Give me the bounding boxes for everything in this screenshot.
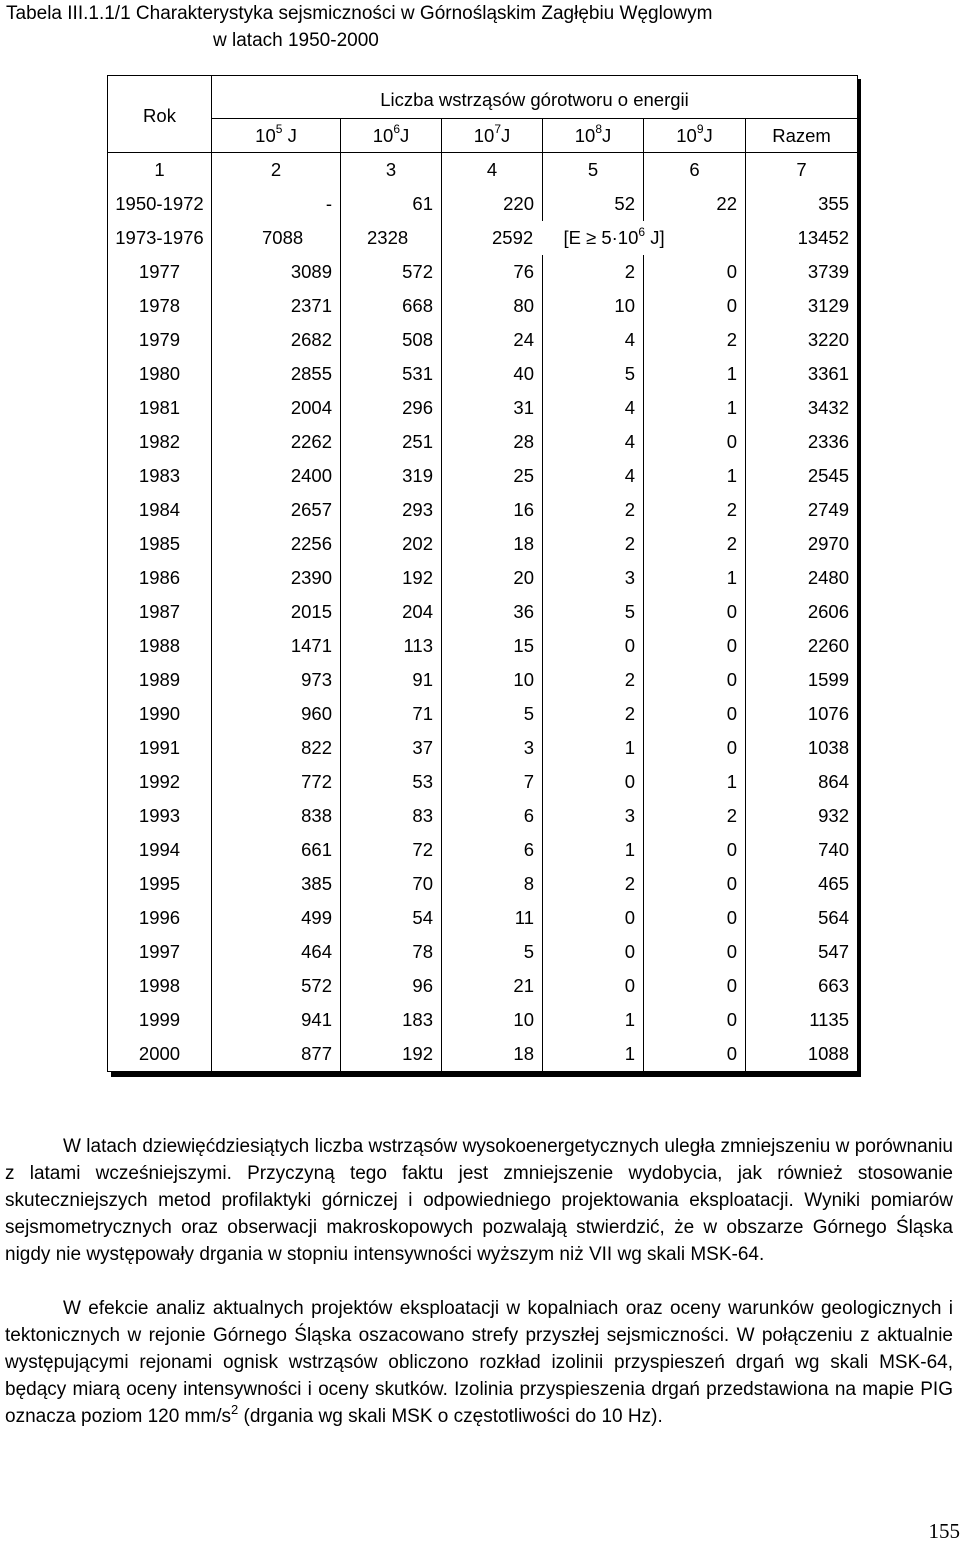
value-cell: 76 <box>442 255 543 289</box>
table-row <box>108 697 858 731</box>
value-cell: 4 <box>543 391 644 425</box>
energy-col-header <box>341 119 442 153</box>
energy-exp: 6 <box>393 122 400 136</box>
year-cell: 1984 <box>108 493 212 527</box>
value-cell: 4 <box>543 323 644 357</box>
value-cell: 0 <box>644 1037 746 1072</box>
value-cell: 355 <box>746 187 858 221</box>
value-cell: 2 <box>543 867 644 901</box>
table-row <box>108 1037 858 1072</box>
paragraph-2 <box>5 1295 953 1430</box>
table-row <box>108 391 858 425</box>
table-row <box>108 459 858 493</box>
value-cell: 25 <box>442 459 543 493</box>
value-cell: 296 <box>341 391 442 425</box>
value-cell: 0 <box>644 425 746 459</box>
value-cell: 2 <box>644 323 746 357</box>
value-cell: 5 <box>543 595 644 629</box>
energy-base: 10 <box>676 125 697 146</box>
value-cell: 572 <box>212 969 341 1003</box>
value-cell: 22 <box>644 187 746 221</box>
value-cell: 0 <box>644 289 746 323</box>
value-cell: 1 <box>644 561 746 595</box>
note-ge: ≥ <box>586 227 596 248</box>
value-cell: 838 <box>212 799 341 833</box>
table-row <box>108 731 858 765</box>
value-cell: 0 <box>543 935 644 969</box>
value-cell: 71 <box>341 697 442 731</box>
value-cell: 16 <box>442 493 543 527</box>
value-cell: 10 <box>442 1003 543 1037</box>
value-cell: 113 <box>341 629 442 663</box>
year-cell: 1991 <box>108 731 212 765</box>
value-cell: 2 <box>543 527 644 561</box>
value-cell: 1076 <box>746 697 858 731</box>
group-header: Liczba wstrząsów górotworu o energii <box>212 76 858 119</box>
value-cell: 1 <box>644 459 746 493</box>
value-cell: 877 <box>212 1037 341 1072</box>
table-row <box>108 901 858 935</box>
value-cell: 3 <box>543 561 644 595</box>
year-cell: 1981 <box>108 391 212 425</box>
caption-line-1: Tabela III.1.1/1 Charakterystyka sejsmiczności w Górnośląskim Zagłębiu Węglowym <box>6 0 712 27</box>
value-cell: 2606 <box>746 595 858 629</box>
value-cell: 6 <box>442 799 543 833</box>
value-cell: 1 <box>543 833 644 867</box>
value-cell: 4 <box>543 425 644 459</box>
value-cell: 53 <box>341 765 442 799</box>
table-row <box>108 527 858 561</box>
year-cell: 1950-1972 <box>108 187 212 221</box>
value-cell: 1471 <box>212 629 341 663</box>
table-row <box>108 765 858 799</box>
energy-exp: 5 <box>276 122 283 136</box>
value-cell: 72 <box>341 833 442 867</box>
value-cell: 37 <box>341 731 442 765</box>
year-cell: 1983 <box>108 459 212 493</box>
caption-line-2: w latach 1950-2000 <box>6 27 712 54</box>
value-cell: 2262 <box>212 425 341 459</box>
value-cell: 220 <box>442 187 543 221</box>
table-row <box>108 595 858 629</box>
note-exp: 6 <box>638 225 645 239</box>
value-cell: 1 <box>543 1037 644 1072</box>
table-row <box>108 833 858 867</box>
value-cell: 2682 <box>212 323 341 357</box>
value-cell: 52 <box>543 187 644 221</box>
value-cell: 2 <box>543 493 644 527</box>
table-row <box>108 323 858 357</box>
value-cell: 24 <box>442 323 543 357</box>
value-cell: 28 <box>442 425 543 459</box>
paragraph-2-tail: (drgania wg skali MSK o częstotliwości do 10 Hz). <box>238 1406 663 1427</box>
year-cell: 1990 <box>108 697 212 731</box>
year-cell: 1980 <box>108 357 212 391</box>
year-cell: 1994 <box>108 833 212 867</box>
value-cell: 499 <box>212 901 341 935</box>
cell-e7-note <box>442 221 746 255</box>
value-cell: 0 <box>644 629 746 663</box>
value-cell: 0 <box>644 901 746 935</box>
column-number: 7 <box>746 153 858 188</box>
value-cell: 31 <box>442 391 543 425</box>
value-cell: 1 <box>543 731 644 765</box>
paragraph-2-text <box>5 1295 953 1430</box>
value-cell: 0 <box>644 1003 746 1037</box>
year-cell: 1977 <box>108 255 212 289</box>
value-cell: 2371 <box>212 289 341 323</box>
value-cell: 2390 <box>212 561 341 595</box>
table-row <box>108 969 858 1003</box>
page-number: 155 <box>929 1519 960 1544</box>
value-cell: 3220 <box>746 323 858 357</box>
year-cell: 1985 <box>108 527 212 561</box>
value-cell: 3129 <box>746 289 858 323</box>
value-cell: 564 <box>746 901 858 935</box>
value-cell: 960 <box>212 697 341 731</box>
note-mid: 5·10 <box>601 227 638 248</box>
energy-col-header <box>442 119 543 153</box>
table-row <box>108 255 858 289</box>
cell-e7: 2592 <box>492 227 533 248</box>
column-number: 3 <box>341 153 442 188</box>
value-cell: 20 <box>442 561 543 595</box>
value-cell: 83 <box>341 799 442 833</box>
value-cell: 18 <box>442 527 543 561</box>
value-cell: 2657 <box>212 493 341 527</box>
value-cell: 61 <box>341 187 442 221</box>
column-number: 1 <box>108 153 212 188</box>
value-cell: 3089 <box>212 255 341 289</box>
energy-base: 10 <box>575 125 596 146</box>
value-cell: 192 <box>341 561 442 595</box>
year-cell: 1973-1976 <box>108 221 212 255</box>
cell-e5: 7088 <box>212 221 341 255</box>
value-cell: 2970 <box>746 527 858 561</box>
year-cell: 1998 <box>108 969 212 1003</box>
value-cell: 202 <box>341 527 442 561</box>
value-cell: 0 <box>543 629 644 663</box>
year-cell: 1996 <box>108 901 212 935</box>
energy-unit: J <box>602 125 611 146</box>
value-cell: 0 <box>543 765 644 799</box>
table-row-1973-1976 <box>108 221 858 255</box>
value-cell: 1 <box>644 765 746 799</box>
energy-exp: 7 <box>494 122 501 136</box>
year-cell: 1993 <box>108 799 212 833</box>
value-cell: 2004 <box>212 391 341 425</box>
table-row <box>108 289 858 323</box>
table-row <box>108 867 858 901</box>
value-cell: 385 <box>212 867 341 901</box>
value-cell: 2260 <box>746 629 858 663</box>
value-cell: 661 <box>212 833 341 867</box>
energy-base: 10 <box>373 125 394 146</box>
value-cell: 80 <box>442 289 543 323</box>
value-cell: 1088 <box>746 1037 858 1072</box>
year-cell: 1988 <box>108 629 212 663</box>
energy-col-header <box>644 119 746 153</box>
value-cell: 0 <box>644 833 746 867</box>
value-cell: 204 <box>341 595 442 629</box>
value-cell: 7 <box>442 765 543 799</box>
value-cell: 464 <box>212 935 341 969</box>
value-cell: 5 <box>442 935 543 969</box>
energy-unit: J <box>501 125 510 146</box>
table-caption <box>6 0 712 54</box>
value-cell: 3739 <box>746 255 858 289</box>
year-cell: 1999 <box>108 1003 212 1037</box>
value-cell: 183 <box>341 1003 442 1037</box>
note-prefix: [E <box>563 227 580 248</box>
value-cell: 1038 <box>746 731 858 765</box>
value-cell: 1 <box>644 391 746 425</box>
year-cell: 1995 <box>108 867 212 901</box>
value-cell: 3432 <box>746 391 858 425</box>
value-cell: 3361 <box>746 357 858 391</box>
value-cell: 2545 <box>746 459 858 493</box>
energy-col-header <box>543 119 644 153</box>
value-cell: 2336 <box>746 425 858 459</box>
energy-exp: 9 <box>697 122 704 136</box>
paragraph-1 <box>5 1133 953 1268</box>
value-cell: 6 <box>442 833 543 867</box>
rok-header: Rok <box>108 76 212 153</box>
cell-total: 13452 <box>746 221 858 255</box>
value-cell: 40 <box>442 357 543 391</box>
value-cell: 572 <box>341 255 442 289</box>
value-cell: 2855 <box>212 357 341 391</box>
value-cell: 2 <box>644 799 746 833</box>
value-cell: 0 <box>644 867 746 901</box>
value-cell: 2 <box>644 527 746 561</box>
value-cell: 18 <box>442 1037 543 1072</box>
value-cell: 465 <box>746 867 858 901</box>
energy-note <box>563 227 664 248</box>
paragraph-1-text: W latach dziewięćdziesiątych liczba wstrząsów wysokoenergetycznych uległa zmniejszeniu w porównaniu z latami wcześniejszymi. Przyczyną tego faktu jest zmniejszenie wydobycia, jak również stosowanie skuteczniejszych metod profilaktyki górniczej i odpowiedniego projektowania eksploatacji. Wyniki pomiarów sejsmometrycznych oraz obserwacji makroskopowych pozwalają stwierdzić, że w obszarze Górnego Śląska nigdy nie występowały drgania w stopniu intensywności wyższym niż VII wg skali MSK-64. <box>5 1133 953 1268</box>
value-cell: 508 <box>341 323 442 357</box>
value-cell: 96 <box>341 969 442 1003</box>
value-cell: 1599 <box>746 663 858 697</box>
value-cell: 54 <box>341 901 442 935</box>
value-cell: 36 <box>442 595 543 629</box>
year-cell: 1992 <box>108 765 212 799</box>
razem-header: Razem <box>746 119 858 153</box>
value-cell: 0 <box>644 731 746 765</box>
year-cell: 1978 <box>108 289 212 323</box>
value-cell: 0 <box>644 255 746 289</box>
value-cell: 547 <box>746 935 858 969</box>
paragraph-2-sup: 2 <box>231 1402 238 1417</box>
value-cell: 2 <box>543 697 644 731</box>
table-row <box>108 799 858 833</box>
value-cell: 0 <box>543 901 644 935</box>
value-cell: 1135 <box>746 1003 858 1037</box>
value-cell: 2749 <box>746 493 858 527</box>
energy-col-header <box>212 119 341 153</box>
table-row <box>108 561 858 595</box>
value-cell: 319 <box>341 459 442 493</box>
energy-unit: J <box>282 125 296 146</box>
table-row <box>108 663 858 697</box>
value-cell: 21 <box>442 969 543 1003</box>
value-cell: 668 <box>341 289 442 323</box>
value-cell: 0 <box>543 969 644 1003</box>
year-cell: 1989 <box>108 663 212 697</box>
value-cell: 932 <box>746 799 858 833</box>
year-cell: 1982 <box>108 425 212 459</box>
value-cell: 864 <box>746 765 858 799</box>
value-cell: 822 <box>212 731 341 765</box>
value-cell: 3 <box>543 799 644 833</box>
year-cell: 1997 <box>108 935 212 969</box>
value-cell: 2015 <box>212 595 341 629</box>
value-cell: 740 <box>746 833 858 867</box>
value-cell: 973 <box>212 663 341 697</box>
value-cell: 5 <box>543 357 644 391</box>
value-cell: 1 <box>543 1003 644 1037</box>
value-cell: 5 <box>442 697 543 731</box>
value-cell: 663 <box>746 969 858 1003</box>
value-cell: 0 <box>644 969 746 1003</box>
value-cell: 293 <box>341 493 442 527</box>
table-row <box>108 187 858 221</box>
value-cell: 0 <box>644 663 746 697</box>
table-row <box>108 425 858 459</box>
table-row <box>108 1003 858 1037</box>
table-row <box>108 357 858 391</box>
table-row <box>108 935 858 969</box>
seismicity-table <box>107 75 858 1072</box>
value-cell: 2400 <box>212 459 341 493</box>
value-cell: 3 <box>442 731 543 765</box>
cell-e6: 2328 <box>341 221 442 255</box>
value-cell: - <box>212 187 341 221</box>
energy-base: 10 <box>255 125 276 146</box>
value-cell: 941 <box>212 1003 341 1037</box>
value-cell: 2256 <box>212 527 341 561</box>
year-cell: 2000 <box>108 1037 212 1072</box>
column-numbers-row <box>108 153 858 188</box>
value-cell: 4 <box>543 459 644 493</box>
value-cell: 15 <box>442 629 543 663</box>
seismicity-table-wrapper <box>107 75 858 1072</box>
value-cell: 0 <box>644 595 746 629</box>
value-cell: 2 <box>543 255 644 289</box>
value-cell: 531 <box>341 357 442 391</box>
year-cell: 1987 <box>108 595 212 629</box>
paragraph-2-body: W efekcie analiz aktualnych projektów eksploatacji w kopalniach oraz oceny warunków geologicznych i tektonicznych w rejonie Górnego Śląska oszacowano strefy przyszłej sejsmiczności. W połączeniu z aktualnie występującymi rejonami ognisk wstrząsów obliczono rozkład izolinii przyspieszeń drgań wg skali MSK-64, będący miarą oceny intensywności i oceny skutków. Izolinia przyspieszenia drgań przedstawiona na mapie PIG oznacza poziom 120 mm/s <box>5 1298 953 1427</box>
energy-unit: J <box>400 125 409 146</box>
value-cell: 192 <box>341 1037 442 1072</box>
energy-exp: 8 <box>595 122 602 136</box>
value-cell: 11 <box>442 901 543 935</box>
energy-base: 10 <box>474 125 495 146</box>
column-number: 2 <box>212 153 341 188</box>
energy-header-row <box>108 119 858 153</box>
value-cell: 70 <box>341 867 442 901</box>
value-cell: 2 <box>644 493 746 527</box>
energy-unit: J <box>704 125 713 146</box>
value-cell: 2480 <box>746 561 858 595</box>
value-cell: 10 <box>442 663 543 697</box>
column-number: 5 <box>543 153 644 188</box>
value-cell: 0 <box>644 935 746 969</box>
value-cell: 251 <box>341 425 442 459</box>
value-cell: 91 <box>341 663 442 697</box>
table-row <box>108 493 858 527</box>
column-number: 4 <box>442 153 543 188</box>
note-suffix: J] <box>650 227 664 248</box>
value-cell: 8 <box>442 867 543 901</box>
value-cell: 78 <box>341 935 442 969</box>
value-cell: 0 <box>644 697 746 731</box>
column-number: 6 <box>644 153 746 188</box>
value-cell: 10 <box>543 289 644 323</box>
year-cell: 1979 <box>108 323 212 357</box>
value-cell: 1 <box>644 357 746 391</box>
value-cell: 772 <box>212 765 341 799</box>
table-row <box>108 629 858 663</box>
value-cell: 2 <box>543 663 644 697</box>
year-cell: 1986 <box>108 561 212 595</box>
